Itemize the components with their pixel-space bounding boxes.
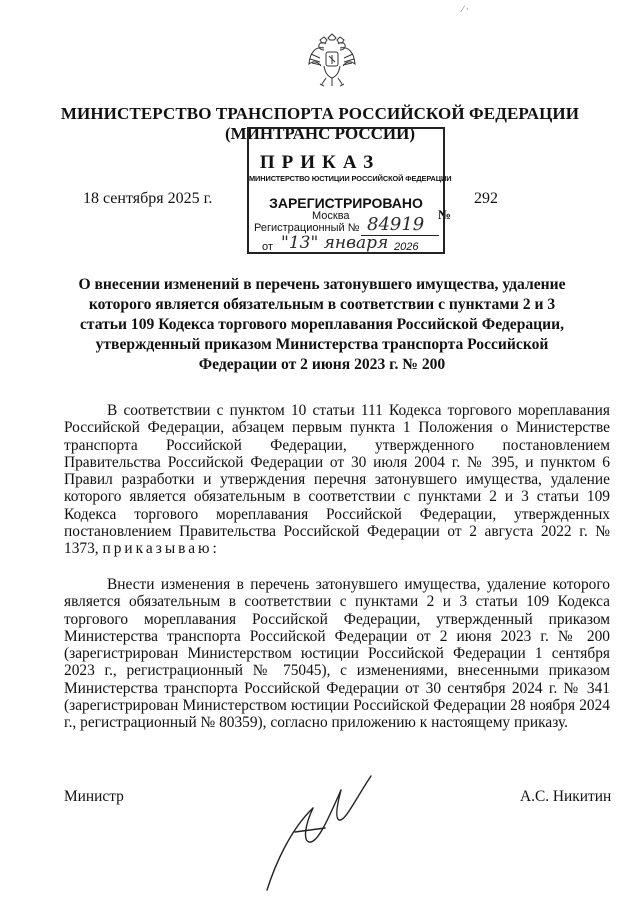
coat-of-arms-icon bbox=[306, 32, 358, 90]
ministry-name: МИНИСТЕРСТВО ТРАНСПОРТА РОССИЙСКОЙ ФЕДЕРАЦИИ bbox=[60, 104, 580, 123]
signature-icon bbox=[255, 770, 385, 895]
body-paragraph-2: Внести изменения в перечень затонувшего имущества, удаление которого является обязательным в соответствии с пунктами 2 и 3 статьи 109 Кодекса торгового мореплавания Российской Федерации, утвержденный приказом Министерства транспорта Российской Федерации от 2 июня 2023 г. № 200 (зарегистрирован Министерством юстиции Российской Федерации 1 сентября 2023 г., регистрационный № 75045), с изменениями, внесенными приказом Министерства транспорта Российской Федерации от 30 сентября 2024 г. № 341 (зарегистрирован Министерством юстиции Российской Федерации 28 ноября 2024 г., регистрационный № 80359), согласно приложению к настоящему приказу. bbox=[64, 576, 610, 732]
stamp-reg-number: 84919 bbox=[367, 214, 425, 235]
stamp-date-prefix: от bbox=[262, 241, 273, 253]
document-type: ПРИКАЗ bbox=[259, 152, 381, 173]
signer-name: А.С. Никитин bbox=[520, 788, 612, 805]
ministry-short-name: (МИНТРАНС РОССИИ) bbox=[224, 124, 416, 143]
registration-stamp bbox=[247, 127, 452, 254]
document-title: О внесении изменений в перечень затонувшего имущества, удаление которого является обязательным в соответствии с пунктами 2 и 3 статьи 109 Кодекса торгового мореплавания Российской Федерации, утвержденный приказом Министерства транспорта Российской Федерации от 2 июня 2023 г. № 200 bbox=[78, 276, 566, 373]
signer-position: Министр bbox=[64, 788, 124, 805]
order-number: 292 bbox=[474, 190, 498, 207]
paragraph-1-text: В соответствии с пунктом 10 статьи 111 Кодекса торгового мореплавания Российской Федерации, абзацем первым пункта 1 Положения о Министерстве транспорта Российской Федерации, утвержденного постановлением Правительства Российской Федерации от 30 июля 2004 г. № 395, и пунктом 6 Правил разработки и утверждения перечня затонувшего имущества, удаление которого является обязательным в соответствии с пунктами 2 и 3 статьи 109 Кодекса торгового мореплавания Российской Федерации, утвержденных постановлением Правительства Российской Федерации от 2 августа 2022 г. № 1373, bbox=[64, 402, 610, 558]
stamp-date-year: 2026 bbox=[394, 241, 419, 253]
order-word: приказываю: bbox=[102, 540, 220, 558]
order-date: 18 сентября 2025 г. bbox=[83, 190, 213, 207]
stamp-city: Москва bbox=[312, 210, 350, 222]
stamp-reg-label: Регистрационный № bbox=[254, 222, 360, 234]
number-sign: № bbox=[438, 207, 452, 222]
stamp-date-value: "13" января bbox=[281, 233, 389, 253]
stamp-org: МИНИСТЕРСТВО ЮСТИЦИИ РОССИЙСКОЙ ФЕДЕРАЦИИ bbox=[249, 174, 452, 183]
corner-marks: ⁄ · bbox=[462, 4, 469, 14]
body-paragraph-1 bbox=[64, 402, 610, 558]
stamp-registered: ЗАРЕГИСТРИРОВАНО bbox=[269, 195, 423, 211]
